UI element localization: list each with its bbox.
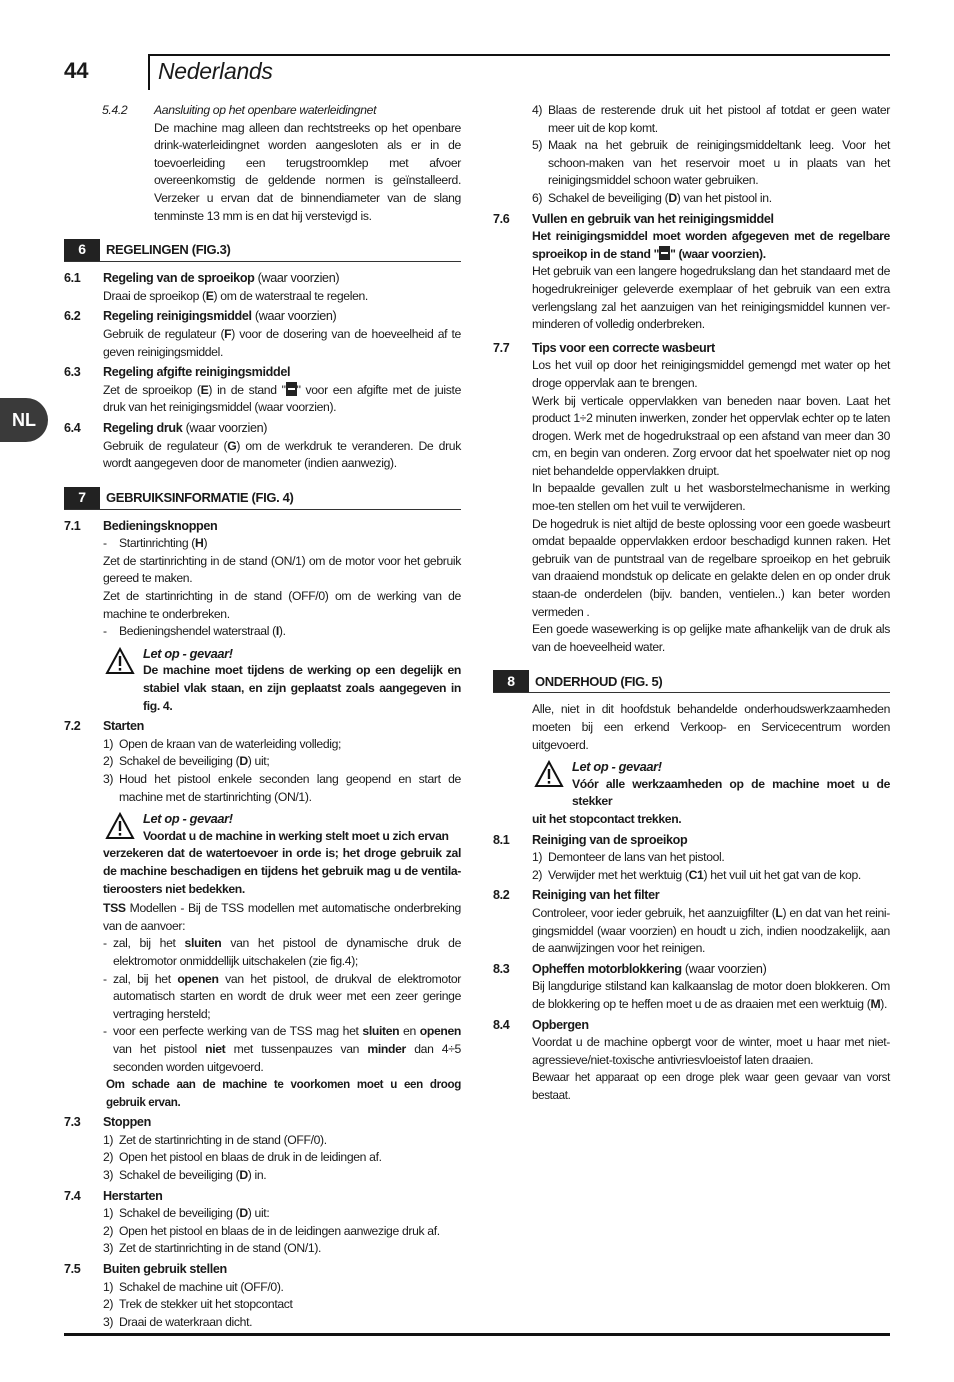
item-title: Starten xyxy=(103,719,144,734)
item-number: 7.6 xyxy=(493,211,510,226)
text: ) in. xyxy=(247,1168,267,1183)
item-6-1 xyxy=(64,270,461,305)
item-note: (waar voorzien) xyxy=(681,961,767,976)
item-note: (waar voorzien) xyxy=(251,309,337,324)
text: Bij langdurige stilstand kan kalkaanslag de motor doen blokkeren. Om de blokkering op te heffen moet u de as draaien met een werktuig ( xyxy=(532,979,890,1011)
footer-rule xyxy=(64,1333,890,1336)
item-title: Reiniging van de sproeikop xyxy=(532,832,688,847)
step-number: 2) xyxy=(103,1297,114,1312)
item-number: 6.1 xyxy=(64,271,81,286)
language-tab: NL xyxy=(0,398,48,442)
text: Schakel de beveiliging ( xyxy=(119,754,240,769)
item-6-4 xyxy=(64,420,461,473)
warning-1 xyxy=(64,645,461,715)
text: Bedieningshendel waterstraal ( xyxy=(119,624,276,639)
item-7-4 xyxy=(64,1188,461,1258)
keyword: sluiten xyxy=(362,1024,400,1039)
step-number: 2) xyxy=(532,867,543,882)
text: ) het vuil uit het gat van de kop. xyxy=(703,867,861,882)
warning-text-continued: verzekeren dat de watertoevoer in orde is; het droge gebruik zal de machine beschadigen en tijdens het gebruik mag u de ventila-tieroosters niet bedekken. xyxy=(103,846,461,896)
text: met tussenpauzes van xyxy=(225,1041,368,1056)
step-number: 3) xyxy=(103,1314,114,1329)
text: ) uit: xyxy=(247,1206,270,1221)
item-title: Regeling reinigingsmiddel xyxy=(103,309,252,324)
text: Draai de sproeikop ( xyxy=(103,288,206,303)
item-title: Regeling afgifte reinigingsmiddel xyxy=(103,365,291,380)
text: Schakel de beveiliging ( xyxy=(119,1206,240,1221)
text: Draai de waterkraan dicht. xyxy=(119,1314,253,1329)
text: Open het pistool en blaas de in de leidingen aanwezige druk af. xyxy=(119,1223,440,1238)
text: Blaas de resterende druk uit het pistool af totdat er geen water meer uit de kop komt. xyxy=(548,103,890,135)
subsection-5-4-2 xyxy=(64,102,461,225)
key-letter: L xyxy=(775,905,783,920)
key-letter: D xyxy=(668,190,677,205)
left-column xyxy=(64,102,461,1331)
list-item: 6) Schakel de beveiliging (D) van het pistool in. xyxy=(532,190,772,205)
list-item xyxy=(103,736,461,754)
text: Open de kraan van de waterleiding volledig; xyxy=(119,736,342,751)
text: Schakel de beveiliging ( xyxy=(119,1168,240,1183)
item-7-3 xyxy=(64,1114,461,1184)
tss-note: Om schade aan de machine te voorkomen moet u een droog gebruik ervan. xyxy=(106,1078,461,1109)
key-letter: C1 xyxy=(688,867,704,882)
tss-list xyxy=(64,935,461,1076)
item-title: Opbergen xyxy=(532,1017,589,1032)
tss-label: TSS xyxy=(103,901,126,916)
item-8-2 xyxy=(493,887,890,957)
item-number: 7.5 xyxy=(64,1262,81,1277)
key-letter: D xyxy=(239,754,248,769)
text: Trek de stekker uit het stopcontact xyxy=(119,1297,293,1312)
text: van het pistool de dynamische druk de elektromotor onmiddellijk uitschakelen (zie fig.4); xyxy=(113,936,461,968)
keyword: openen xyxy=(177,971,219,986)
item-8-1 xyxy=(493,832,890,885)
text: Schakel de beveiliging ( xyxy=(548,190,669,205)
item-title: Buiten gebruik stellen xyxy=(103,1262,227,1277)
item-number: 8.4 xyxy=(493,1017,510,1032)
item-title: Tips voor een correcte wasbeurt xyxy=(532,340,715,355)
section-number: 6 xyxy=(64,239,100,261)
text: ). xyxy=(278,624,286,639)
section-7-header xyxy=(64,487,461,510)
language-title: Nederlands xyxy=(158,58,273,84)
list-item: - Bedieningshendel waterstraal (I). xyxy=(103,624,286,639)
section-number: 7 xyxy=(64,487,100,509)
item-number: 8.3 xyxy=(493,961,510,976)
item-number: 7.7 xyxy=(493,340,510,355)
item-8-3 xyxy=(493,961,890,1014)
key-letter: D xyxy=(239,1206,248,1221)
list-item xyxy=(103,1149,461,1167)
item-title: Bedieningsknoppen xyxy=(103,518,218,533)
keyword: niet xyxy=(205,1041,226,1056)
text: Controleer, voor ieder gebruik, het aanzuigfilter ( xyxy=(532,905,776,920)
text: zal, bij het xyxy=(113,936,185,951)
header-rule-horizontal xyxy=(148,54,890,56)
warning-title: Let op - gevaar! xyxy=(143,645,233,661)
step-number: 3) xyxy=(103,772,114,786)
text: Zet de sproeikop ( xyxy=(103,382,201,397)
warning-text: Voordat u de machine in werking stelt moet u zich ervan xyxy=(143,828,449,843)
subsection-text: De machine mag alleen dan rechtstreeks op het openbare drink-waterleidingnet worden aangesloten als er in de toevoerleiding een terugstroomklep met afvoer overeenkomstig de geldende normen is geïnstalleerd. Verzeker u ervan dat de binnendiameter van de slang tenminste 13 mm is en dat hij verstevigd is. xyxy=(154,120,461,223)
key-letter: E xyxy=(205,288,214,303)
warning-3 xyxy=(493,758,890,828)
list-item xyxy=(103,1205,461,1223)
paragraph: Werk bij verticale oppervlakken van beneden naar boven. Laat het product 1÷2 minuten inwerken, zonder het oppervlak echter op te laten drogen. Werk met de hogedrukstraal op een afstand van meer dan 30 cm, en begin van onderen. Zorg ervoor dat het spoelwater niet op nog niet behandelde oppervlakken druipt. xyxy=(532,393,890,478)
page-number: 44 xyxy=(64,58,89,83)
header-rule-vertical xyxy=(148,54,150,90)
item-number: 6.4 xyxy=(64,420,81,435)
section-title: REGELINGEN (FIG.3) xyxy=(106,242,231,258)
keyword: minder xyxy=(367,1041,406,1056)
item-note: (waar voorzien) xyxy=(254,271,340,286)
item-title: Regeling van de sproeikop xyxy=(103,271,255,286)
warning-title: Let op - gevaar! xyxy=(143,811,233,827)
text: " voor een afgifte met de juiste druk van het reinigingsmiddel (waar voorzien). xyxy=(103,382,461,415)
subsection-title: Aansluiting op het openbare waterleidingnet xyxy=(154,103,377,117)
text: zal, bij het xyxy=(113,971,178,986)
step-number: 3) xyxy=(103,1241,114,1256)
text: ) uit; xyxy=(247,754,270,769)
paragraph: Het gebruik van een langere hogedrukslang dan het standaard met de hogedrukreiniger geleverde exemplaar of het gebruik van een extra verlengslang zal het aanzuigen van het reinigingsmiddel kunnen ver-minderen of volledig onderbreken. xyxy=(532,264,890,332)
key-letter: G xyxy=(227,438,237,453)
tss-paragraph xyxy=(64,900,461,935)
list-item xyxy=(103,1314,461,1332)
item-7-7 xyxy=(493,340,890,657)
key-letter: M xyxy=(870,996,881,1011)
detergent-symbol-icon xyxy=(286,382,297,396)
item-title: Reiniging van het filter xyxy=(532,888,660,903)
list-item: - Startinrichting (H) xyxy=(103,536,208,551)
item-title: Stoppen xyxy=(103,1115,151,1130)
item-number: 7.3 xyxy=(64,1115,81,1130)
text: Het reinigingsmiddel moet worden afgegeven met de regelbare sproeikop in de stand " xyxy=(532,229,890,261)
item-title: Opheffen motorblokkering xyxy=(532,961,682,976)
list-item xyxy=(103,1132,461,1150)
text: Startinrichting ( xyxy=(119,536,196,551)
section-6-header xyxy=(64,239,461,262)
list-item: - voor een perfecte werking van de TSS mag het sluiten en openen van het pistool niet met tussenpauzes van minder dan 4÷5 seconden worden uitgevoerd. xyxy=(103,1024,462,1074)
item-number: 6.2 xyxy=(64,309,81,324)
paragraph: Los het vuil op door het reinigingsmiddel gemengd met water op het droge oppervlak aan te brengen. xyxy=(532,358,890,390)
text: Gebruik de regulateur ( xyxy=(103,326,225,341)
keyword: openen xyxy=(419,1024,462,1039)
step-number: 3) xyxy=(103,1168,114,1183)
item-7-2 xyxy=(64,718,461,806)
list-item xyxy=(103,753,461,771)
list-item xyxy=(103,1296,461,1314)
text: Open het pistool en blaas de druk in de leidingen af. xyxy=(119,1150,382,1165)
text: Zet de startinrichting in de stand (ON/1). xyxy=(119,1241,322,1256)
paragraph: Alle, niet in dit hoofdstuk behandelde onderhoudswerkzaamheden moeten bij een erkend Verkoop- en Servicecentrum worden uitgevoerd. xyxy=(532,702,890,752)
item-7-5 xyxy=(64,1261,461,1331)
warning-title: Let op - gevaar! xyxy=(572,759,662,775)
step-number: 1) xyxy=(103,1206,114,1221)
text: Modellen - Bij de TSS modellen met automatische onderbreking van de aanvoer: xyxy=(103,901,461,933)
step-number: 2) xyxy=(103,1223,114,1238)
text: Schakel de machine uit (OFF/0). xyxy=(119,1279,284,1294)
paragraph: Een goede wasewerking is op gelijke mate afhankelijk van de druk als van de hoeveelheid water. xyxy=(532,622,890,654)
text: Maak na het gebruik de reinigingsmiddeltank leeg. Voor het schoon-maken van het reservoir moet u in plaats van het reinigingsmiddel schoon water gebruiken. xyxy=(548,138,890,188)
item-title: Vullen en gebruik van het reinigingsmiddel xyxy=(532,211,774,226)
list-item xyxy=(103,1240,461,1258)
text: Zet de startinrichting in de stand (OFF/0). xyxy=(119,1132,327,1147)
step-number: 2) xyxy=(103,1150,114,1165)
text: ) voor de dosering van de hoeveelheid af te geven reinigingsmiddel. xyxy=(103,326,461,359)
detergent-symbol-icon xyxy=(659,246,670,260)
item-6-2 xyxy=(64,308,461,361)
list-item: - zal, bij het sluiten van het pistool de dynamische druk de elektromotor onmiddellijk uitschakelen (zie fig.4); xyxy=(103,936,461,968)
text: ). xyxy=(880,996,888,1011)
text: voor een perfecte werking van de TSS mag het xyxy=(113,1024,363,1039)
text: ) xyxy=(203,536,208,551)
list-item: 4) Blaas de resterende druk uit het pistool af totdat er geen water meer uit de kop komt. xyxy=(532,102,890,137)
list-item xyxy=(103,1167,461,1185)
warning-triangle-icon xyxy=(105,812,135,840)
section-number: 8 xyxy=(493,670,529,692)
item-8-4 xyxy=(493,1017,890,1105)
warning-text-continued: uit het stopcontact trekken. xyxy=(532,811,682,826)
paragraph: Voordat u de machine opbergt voor de winter, moet u haar met niet-agressieve/niet-toxische antivriesvloeistof laten draaien. xyxy=(532,1035,890,1067)
section-8-header xyxy=(493,670,890,693)
warning-2 xyxy=(64,810,461,898)
item-number: 8.1 xyxy=(493,832,510,847)
text: en xyxy=(399,1024,420,1039)
section-title: GEBRUIKSINFORMATIE (FIG. 4) xyxy=(106,489,294,505)
paragraph: In bepaalde gevallen zult u het wasborstelmechanisme in werking moe-ten stellen om het vuil te verwijderen. xyxy=(532,481,890,514)
list-item xyxy=(103,1279,461,1297)
paragraph: Bewaar het apparaat op een droge plek waar geen gevaar van vorst bestaat. xyxy=(532,1071,890,1102)
text: ) van het pistool in. xyxy=(676,190,772,205)
warning-triangle-icon xyxy=(534,760,564,788)
paragraph: De hogedruk is niet altijd de beste oplossing voor een goede wasbeurt omdat bepaalde oppervlakken erdoor beschadigd kunnen raken. Het gebruik van de puntstraal van de regelbare sproeikop en het gebruik van draaiend mondstuk op delicate en gelakte delen en op onder druk staan-de onderdelen (bijv. banden, ventielen..) kan beter worden vermeden . xyxy=(532,516,890,619)
list-item xyxy=(532,867,890,885)
warning-text: Vóór alle werkzaamheden op de machine moet u de stekker xyxy=(572,776,890,809)
text: dan 4÷5 seconden worden uitgevoerd. xyxy=(113,1041,461,1074)
text: Gebruik de regulateur ( xyxy=(103,438,228,453)
item-number: 6.3 xyxy=(64,365,81,380)
item-number: 8.2 xyxy=(493,888,510,903)
item-number: 7.4 xyxy=(64,1188,81,1203)
item-number: 7.2 xyxy=(64,719,81,734)
item-7-6 xyxy=(493,211,890,334)
key-letter: D xyxy=(239,1168,248,1183)
list-item xyxy=(532,849,890,867)
section-title: ONDERHOUD (FIG. 5) xyxy=(535,673,663,689)
step-number: 1) xyxy=(103,1132,114,1147)
list-item xyxy=(103,771,461,806)
step-number: 1) xyxy=(103,736,114,751)
key-letter: E xyxy=(200,382,209,397)
text: Verwijder met het werktuig ( xyxy=(548,867,689,882)
text: " (waar voorzien). xyxy=(670,246,766,261)
paragraph: Zet de startinrichting in de stand (ON/1) om de motor voor het gebruik gereed te maken. xyxy=(103,553,461,586)
key-letter: I xyxy=(275,624,279,639)
list-item: - zal, bij het openen van het pistool, de drukval de elektromotor automatisch starten en wordt de druk weer met een zeer geringe vertraging hersteld; xyxy=(103,971,461,1021)
text: Houd het pistool enkele seconden lang geopend en start de machine met de startinrichting (ON/1). xyxy=(119,772,461,804)
item-note: (waar voorzien) xyxy=(182,420,268,435)
text: van het pistool, de drukval de elektromotor automatisch starten en wordt de druk weer met een zeer geringe vertraging hersteld; xyxy=(113,971,461,1021)
paragraph: Zet de startinrichting in de stand (OFF/0) om de werking van de machine te onderbreken. xyxy=(103,589,461,621)
text: van het pistool xyxy=(113,1041,206,1056)
text: ) en dat van het reini-gingsmiddel (waar voorzien) en houdt u zich, indien noodzakelijk, aan de aanwijzingen voor het reinigen. xyxy=(532,905,890,956)
item-6-3 xyxy=(64,364,461,417)
step-number: 2) xyxy=(103,754,114,769)
text: ) in de stand " xyxy=(208,382,286,397)
text: ) om de werkdruk te veranderen. De druk wordt aangegeven door de manometer (indien aanwezig). xyxy=(103,438,461,471)
list-item: 5) Maak na het gebruik de reinigingsmiddeltank leeg. Voor het schoon-maken van het reservoir moet u in plaats van het reinigingsmiddel schoon water gebruiken. xyxy=(532,137,890,190)
warning-triangle-icon xyxy=(105,647,135,675)
item-title: Herstarten xyxy=(103,1188,163,1203)
item-number: 7.1 xyxy=(64,518,81,533)
subsection-number: 5.4.2 xyxy=(102,103,128,117)
step-number: 1) xyxy=(532,850,543,865)
warning-text: De machine moet tijdens de werking op een degelijk en stabiel vlak staan, en zijn geplaatst zoals aangegeven in fig. 4. xyxy=(143,663,461,713)
step-number: 1) xyxy=(103,1279,114,1294)
key-letter: H xyxy=(195,536,204,551)
key-letter: F xyxy=(224,326,232,341)
list-item xyxy=(103,1223,461,1241)
item-7-1 xyxy=(64,518,461,641)
item-title: Regeling druk xyxy=(103,420,183,435)
keyword: sluiten xyxy=(184,936,222,951)
text: ) om de waterstraal te regelen. xyxy=(213,288,368,303)
right-column xyxy=(493,102,890,1104)
text: Demonteer de lans van het pistool. xyxy=(548,850,725,865)
